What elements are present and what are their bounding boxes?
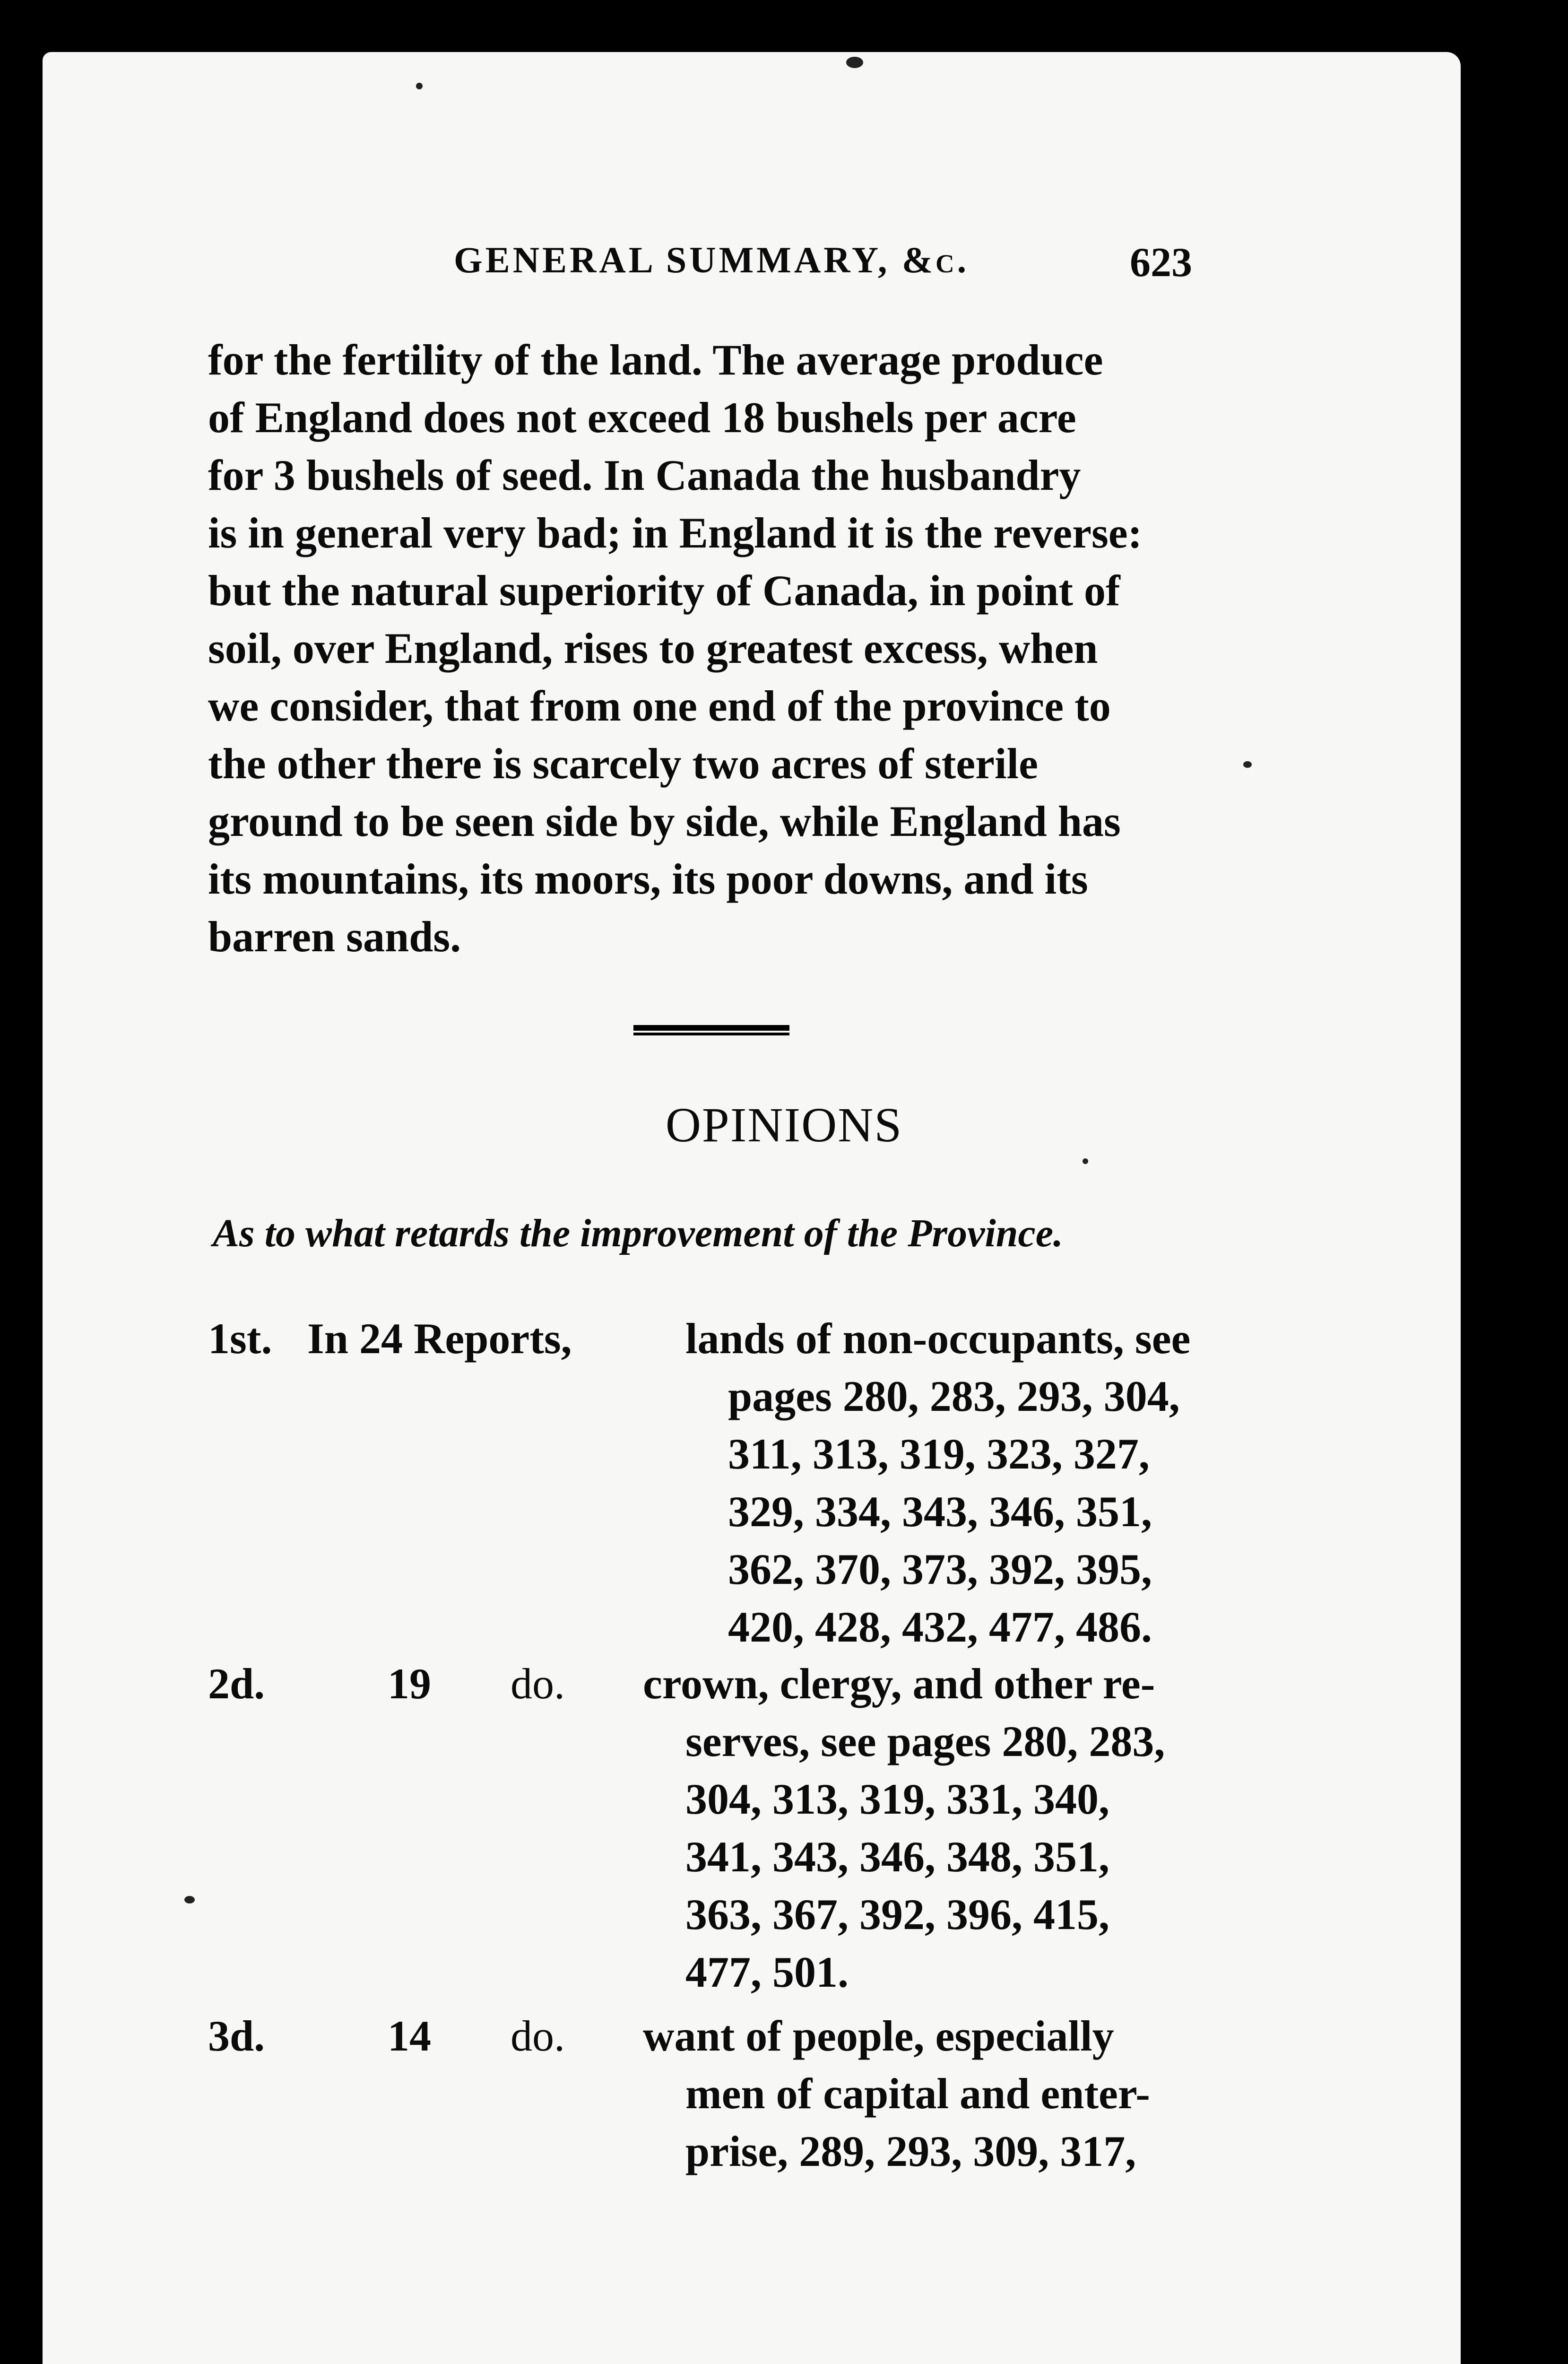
entry-lead: In 24 Reports, (307, 1314, 572, 1363)
entry-text (643, 2007, 1428, 2180)
paragraph-line: its mountains, its moors, its poor downs, and its (208, 855, 1088, 903)
entry-line: 304, 313, 319, 331, 340, (685, 1775, 1109, 1823)
entry-line: men of capital and enter- (685, 2069, 1150, 2118)
entry-ordinal: 2d. (208, 1660, 265, 1708)
paragraph-line: for 3 bushels of seed. In Canada the husbandry (208, 451, 1081, 499)
entry-line: prise, 289, 293, 309, 317, (685, 2127, 1136, 2175)
entry-line: 341, 343, 346, 348, 351, (685, 1833, 1109, 1881)
entry-line: want of people, especially (643, 2012, 1114, 2060)
entry-line: 477, 501. (685, 1948, 849, 1996)
entry-count: 14 (388, 2012, 431, 2060)
scan-speck (184, 1896, 195, 1903)
section-subtitle: As to what retards the improvement of the Province. (213, 1211, 1063, 1255)
entry-line: pages 280, 283, 293, 304, (728, 1372, 1180, 1420)
scan-edge-left (0, 0, 28, 2364)
scan-edge-right (1461, 0, 1568, 2364)
entry-line: 362, 370, 373, 392, 395, (728, 1545, 1152, 1593)
entry-line: lands of non-occupants, see (685, 1314, 1191, 1363)
entry-text (643, 1655, 1428, 2001)
entry-line: 329, 334, 343, 346, 351, (728, 1487, 1152, 1536)
entry-ditto: do. (511, 1660, 565, 1708)
paragraph-line: for the fertility of the land. The average produce (208, 336, 1103, 384)
entry-line: 311, 313, 319, 323, 327, (728, 1430, 1150, 1478)
scan-speck (1243, 761, 1252, 768)
paragraph-line: soil, over England, rises to greatest excess, when (208, 624, 1098, 672)
paragraph-line: ground to be seen side by side, while England has (208, 797, 1121, 845)
scan-speck (846, 57, 863, 68)
entry-line: 363, 367, 392, 396, 415, (685, 1890, 1109, 1938)
entry-ditto: do. (511, 2012, 565, 2060)
entry-count: 19 (388, 1660, 431, 1708)
entry-line: 420, 428, 432, 477, 486. (728, 1603, 1152, 1651)
paragraph-line: is in general very bad; in England it is the reverse: (208, 509, 1143, 557)
scan-speck (1083, 1158, 1088, 1164)
paragraph (208, 331, 1215, 965)
running-header: GENERAL SUMMARY, &c. (454, 239, 970, 280)
paragraph-line: we consider, that from one end of the province to (208, 682, 1111, 730)
entry-text (685, 1310, 1428, 1656)
section-divider (633, 1025, 789, 1035)
entry-line: serves, see pages 280, 283, (685, 1717, 1165, 1765)
section-title: OPINIONS (665, 1098, 903, 1152)
paragraph-line: but the natural superiority of Canada, in point of (208, 566, 1120, 615)
paragraph-line: of England does not exceed 18 bushels per acre (208, 393, 1076, 442)
page-number: 623 (1130, 240, 1192, 286)
entry-line: crown, clergy, and other re- (643, 1660, 1155, 1708)
entry-ordinal: 1st. (208, 1314, 272, 1363)
paragraph-line: barren sands. (208, 913, 461, 961)
entry-ordinal: 3d. (208, 2012, 265, 2060)
paragraph-line: the other there is scarcely two acres of sterile (208, 739, 1038, 788)
scan-speck (416, 83, 423, 89)
